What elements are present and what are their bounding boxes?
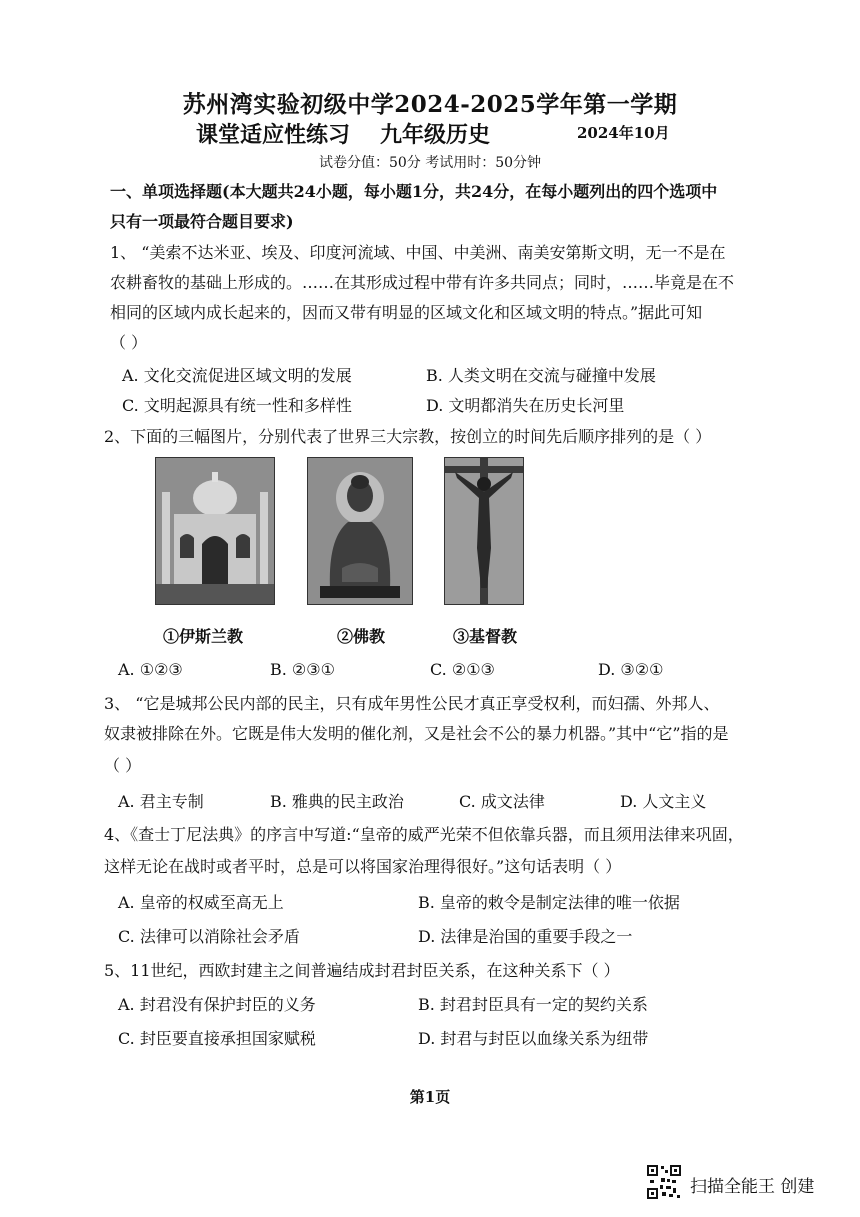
q1-option-b: B. 人类文明在交流与碰撞中发展 [426, 366, 656, 385]
subtitle-subject: 九年级历史 [380, 122, 491, 148]
q4-option-c: C. 法律可以消除社会矛盾 [118, 927, 300, 946]
q5-option-a: A. 封君没有保护封臣的义务 [118, 995, 316, 1014]
section-heading-line2: 只有一项最符合题目要求) [110, 212, 294, 231]
q1-stem-line2: 农耕畜牧的基础上形成的。……在其形成过程中带有许多共同点；同时，……毕竟是在不 [110, 273, 735, 292]
q4-stem-line2: 这样无论在战时或者平时，总是可以将国家治理得很好。”这句话表明（ ） [104, 857, 622, 876]
q3-option-c: C. 成文法律 [459, 792, 545, 811]
q1-stem-line1: 1、 “美索不达米亚、埃及、印度河流域、中国、中美洲、南美安第斯文明，无一不是在 [110, 243, 726, 262]
buddha-picture [307, 457, 413, 605]
exam-meta: 试卷分值：50分 考试用时：50分钟 [318, 155, 542, 171]
q5-option-b: B. 封君封臣具有一定的契约关系 [418, 995, 648, 1014]
q1-option-c: C. 文明起源具有统一性和多样性 [122, 396, 352, 415]
q2-stem: 2、下面的三幅图片，分别代表了世界三大宗教，按创立的时间先后顺序排列的是（ ） [104, 427, 712, 446]
page-number: 第1页 [409, 1088, 451, 1106]
q2-caption-3: ③基督教 [453, 627, 518, 646]
q1-stem-line3: 相同的区域内成长起来的，因而又带有明显的区域文化和区域文明的特点。”据此可知 [110, 303, 703, 322]
q2-option-c: C. ②①③ [430, 660, 495, 679]
q4-option-a: A. 皇帝的权威至高无上 [118, 893, 284, 912]
q4-option-d: D. 法律是治国的重要手段之一 [418, 927, 633, 946]
q3-answer-paren: （ ） [104, 756, 142, 775]
qr-code-icon [646, 1164, 682, 1200]
taj-mahal-picture [155, 457, 275, 605]
q2-caption-1: ①伊斯兰教 [163, 627, 244, 646]
q3-option-a: A. 君主专制 [118, 792, 204, 811]
q5-option-d: D. 封君与封臣以血缘关系为纽带 [418, 1029, 649, 1048]
exam-title: 苏州湾实验初级中学2024-2025学年第一学期 [182, 91, 678, 118]
q3-option-b: B. 雅典的民主政治 [270, 792, 404, 811]
scanner-brand-label: 扫描全能王 创建 [690, 1177, 815, 1197]
q2-option-d: D. ③②① [598, 660, 664, 679]
q1-answer-paren: （ ） [110, 333, 148, 352]
q4-stem-line1: 4、《查士丁尼法典》的序言中写道:“皇帝的威严光荣不但依靠兵器，而且须用法律来巩固， [104, 825, 744, 844]
subtitle-practice: 课堂适应性练习 [196, 122, 351, 148]
exam-date: 2024年10月 [577, 124, 670, 142]
q2-caption-2: ②佛教 [337, 627, 386, 646]
q2-option-a: A. ①②③ [118, 660, 183, 679]
q5-stem: 5、11世纪，西欧封建主之间普遍结成封君封臣关系，在这种关系下（ ） [104, 961, 620, 980]
q2-option-b: B. ②③① [270, 660, 335, 679]
crucifix-picture [444, 457, 524, 605]
q1-option-a: A. 文化交流促进区域文明的发展 [122, 366, 352, 385]
buddha-image [308, 458, 412, 604]
crucifix-image [445, 458, 523, 604]
exam-subtitle [196, 118, 490, 149]
q3-stem-line1: 3、 “它是城邦公民内部的民主，只有成年男性公民才真正享受权利，而妇孺、外邦人、 [104, 694, 720, 713]
mosque-image [156, 458, 274, 604]
section-heading-line1: 一、单项选择题(本大题共24小题，每小题1分，共24分，在每小题列出的四个选项中 [110, 182, 718, 201]
q4-option-b: B. 皇帝的敕令是制定法律的唯一依据 [418, 893, 680, 912]
q3-stem-line2: 奴隶被排除在外。它既是伟大发明的催化剂，又是社会不公的暴力机器。”其中“它”指的是 [104, 724, 729, 743]
q3-option-d: D. 人文主义 [620, 792, 707, 811]
q1-option-d: D. 文明都消失在历史长河里 [426, 396, 625, 415]
q5-option-c: C. 封臣要直接承担国家赋税 [118, 1029, 316, 1048]
